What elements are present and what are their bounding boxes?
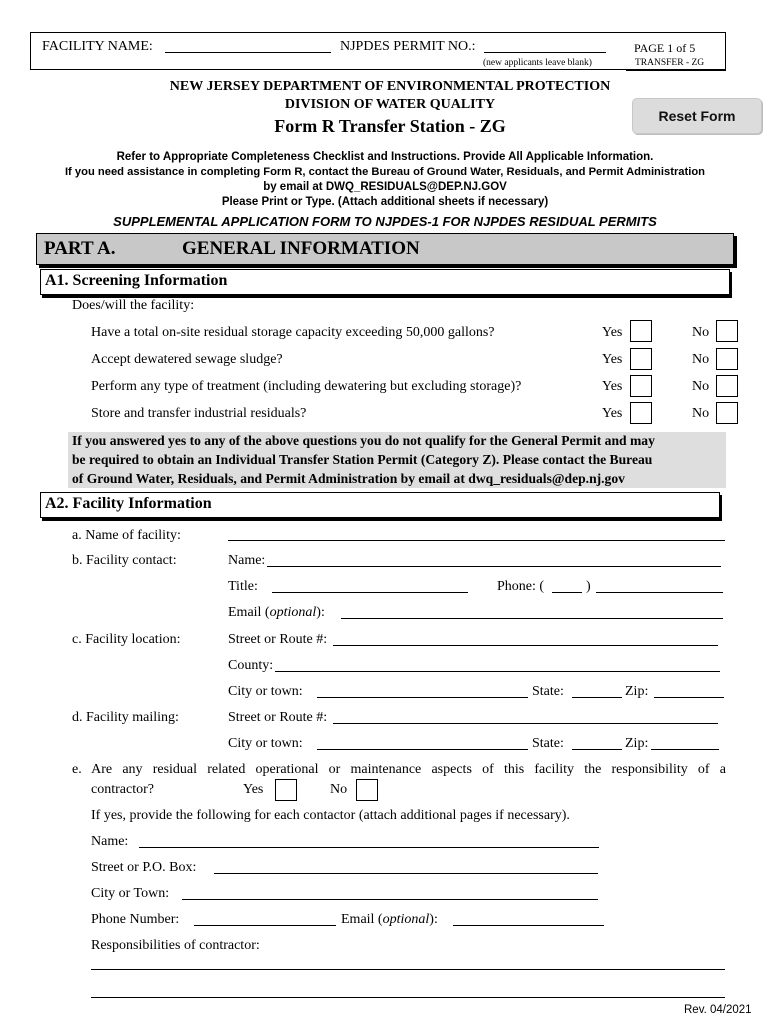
contact-phone-area-input[interactable]: [552, 592, 582, 593]
a1-q2-no-label: No: [692, 352, 710, 367]
contractor-yes-checkbox[interactable]: [275, 779, 297, 801]
a2-title: A2. Facility Information: [45, 495, 212, 512]
facility-name-field[interactable]: [165, 52, 331, 53]
location-state-input[interactable]: [572, 697, 622, 698]
contact-email-input[interactable]: [341, 618, 723, 619]
contractor-email-suffix: ):: [429, 912, 438, 927]
revision-date: Rev. 04/2021: [684, 1004, 752, 1016]
contractor-yes-label: Yes: [243, 782, 264, 797]
facility-location-label: c. Facility location:: [72, 632, 181, 647]
contractor-no-checkbox[interactable]: [356, 779, 378, 801]
reset-form-button[interactable]: Reset Form: [632, 98, 762, 134]
contractor-city-label: City or Town:: [91, 886, 170, 901]
mailing-city-input[interactable]: [317, 749, 528, 750]
a1-q3-yes-checkbox[interactable]: [630, 375, 652, 397]
a1-q1-no-label: No: [692, 325, 710, 340]
division-title: DIVISION OF WATER QUALITY: [284, 97, 496, 112]
a1-notice-line-3: of Ground Water, Residuals, and Permit Administration by email at dwq_residuals@dep.nj.gov: [72, 471, 625, 486]
form-title: Form R Transfer Station - ZG: [274, 116, 506, 136]
location-county-input[interactable]: [275, 671, 720, 672]
contact-email-suffix: ):: [316, 605, 325, 620]
a1-question-3: Perform any type of treatment (including dewatering but excluding storage)?: [91, 379, 522, 394]
contractor-phone-label: Phone Number:: [91, 912, 180, 927]
instructions-line-4: Please Print or Type. (Attach additional sheets if necessary): [221, 196, 549, 208]
instructions-line-2: If you need assistance in completing Form R, contact the Bureau of Ground Water, Residuals, and Permit Administration: [64, 166, 706, 178]
a1-q3-yes-label: Yes: [602, 379, 623, 394]
a1-question-4: Store and transfer industrial residuals?: [91, 406, 307, 421]
contact-email-optional: optional: [269, 605, 317, 620]
contractor-phone-input[interactable]: [194, 925, 336, 926]
mailing-zip-input[interactable]: [651, 749, 719, 750]
mailing-city-label: City or town:: [228, 736, 303, 751]
page-number: PAGE 1 of 5: [634, 41, 696, 55]
facility-mailing-label: d. Facility mailing:: [72, 710, 179, 725]
a1-q3-no-checkbox[interactable]: [716, 375, 738, 397]
form-code: TRANSFER - ZG: [635, 58, 705, 68]
location-county-label: County:: [228, 658, 274, 673]
a1-notice-line-2: be required to obtain an Individual Transfer Station Permit (Category Z). Please contact the Bureau: [72, 452, 653, 467]
a1-q1-no-checkbox[interactable]: [716, 320, 738, 342]
location-zip-input[interactable]: [654, 697, 724, 698]
instructions-line-1: Refer to Appropriate Completeness Checklist and Instructions. Provide All Applicable Information.: [116, 151, 654, 163]
location-zip-label: Zip:: [625, 684, 649, 699]
contact-name-input[interactable]: [267, 566, 721, 567]
contractor-name-input[interactable]: [139, 847, 599, 848]
a1-q2-yes-checkbox[interactable]: [630, 348, 652, 370]
contact-phone-close: ): [586, 579, 591, 594]
contractor-city-input[interactable]: [182, 899, 598, 900]
contractor-question: e. Are any residual related operational or maintenance aspects of this facility the responsibility of a: [72, 762, 726, 777]
instructions-email: by email at DWQ_RESIDUALS@DEP.NJ.GOV: [263, 181, 507, 193]
contractor-email-input[interactable]: [453, 925, 604, 926]
a1-q4-no-checkbox[interactable]: [716, 402, 738, 424]
mailing-street-input[interactable]: [333, 723, 718, 724]
location-street-input[interactable]: [333, 645, 718, 646]
a1-q1-yes-checkbox[interactable]: [630, 320, 652, 342]
contractor-instructions: If yes, provide the following for each contactor (attach additional pages if necessary).: [91, 808, 570, 823]
responsibilities-line-1[interactable]: [91, 969, 725, 970]
facility-name-row-label: a. Name of facility:: [72, 528, 181, 543]
facility-contact-label: b. Facility contact:: [72, 553, 177, 568]
responsibilities-line-2[interactable]: [91, 997, 725, 998]
permit-no-field[interactable]: [484, 52, 606, 53]
contact-title-label: Title:: [228, 579, 258, 594]
contact-phone-input[interactable]: [596, 592, 723, 593]
facility-name-input[interactable]: [228, 540, 725, 541]
contractor-name-label: Name:: [91, 834, 129, 849]
a1-q4-no-label: No: [692, 406, 710, 421]
a1-notice-line-1: If you answered yes to any of the above questions you do not qualify for the General Permit and may: [72, 433, 655, 448]
contractor-email-label: [341, 912, 438, 928]
mailing-zip-label: Zip:: [625, 736, 649, 751]
a1-q4-yes-label: Yes: [602, 406, 623, 421]
permit-no-note: (new applicants leave blank): [483, 58, 592, 68]
contact-email-label: [228, 605, 325, 621]
contact-title-input[interactable]: [272, 592, 468, 593]
contractor-street-input[interactable]: [214, 873, 598, 874]
contractor-responsibilities-label: Responsibilities of contractor:: [91, 938, 260, 953]
contractor-question-cont: contractor?: [91, 782, 154, 797]
part-a-label: PART A.: [44, 238, 116, 259]
contact-email-prefix: Email (: [228, 605, 270, 620]
contact-phone-label: Phone: (: [497, 579, 545, 594]
form-code-underline: [626, 70, 726, 71]
contact-name-label: Name:: [228, 553, 266, 568]
location-street-label: Street or Route #:: [228, 632, 328, 647]
mailing-state-input[interactable]: [572, 749, 622, 750]
contractor-email-prefix: Email (: [341, 912, 383, 927]
a1-question-2: Accept dewatered sewage sludge?: [91, 352, 283, 367]
contractor-email-optional: optional: [382, 912, 430, 927]
a1-q3-no-label: No: [692, 379, 710, 394]
facility-name-label: FACILITY NAME:: [42, 39, 153, 54]
agency-title: NEW JERSEY DEPARTMENT OF ENVIRONMENTAL PROTECTION: [169, 79, 611, 94]
location-city-label: City or town:: [228, 684, 303, 699]
a1-title: A1. Screening Information: [45, 272, 228, 289]
permit-no-label: NJPDES PERMIT NO.:: [340, 39, 476, 54]
a1-q2-yes-label: Yes: [602, 352, 623, 367]
a1-question-1: Have a total on-site residual storage capacity exceeding 50,000 gallons?: [91, 325, 495, 340]
a1-q1-yes-label: Yes: [602, 325, 623, 340]
contractor-street-label: Street or P.O. Box:: [91, 860, 197, 875]
supplemental-heading: SUPPLEMENTAL APPLICATION FORM TO NJPDES-1 FOR NJPDES RESIDUAL PERMITS: [113, 214, 657, 229]
contractor-no-label: No: [330, 782, 348, 797]
mailing-state-label: State:: [532, 736, 564, 751]
mailing-street-label: Street or Route #:: [228, 710, 328, 725]
location-city-input[interactable]: [317, 697, 528, 698]
a1-q2-no-checkbox[interactable]: [716, 348, 738, 370]
location-state-label: State:: [532, 684, 564, 699]
a1-intro: Does/will the facility:: [72, 298, 195, 313]
a1-q4-yes-checkbox[interactable]: [630, 402, 652, 424]
part-a-title: GENERAL INFORMATION: [182, 238, 420, 259]
